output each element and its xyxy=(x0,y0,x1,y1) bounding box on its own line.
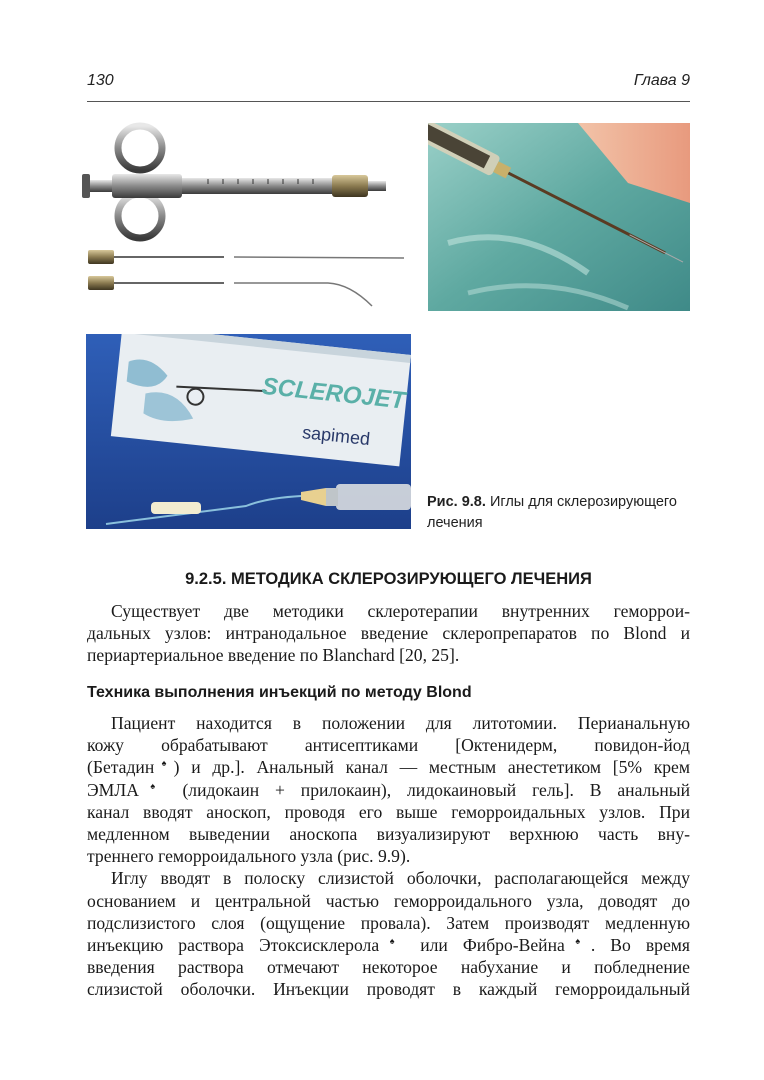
text-line: треннего геморроидального узла (рис. 9.9). xyxy=(87,846,411,867)
text-segment: ) и др.]. Анальный канал — местным анестетиком [5% крем xyxy=(173,757,691,778)
text-line xyxy=(87,934,690,956)
text-line: дальных узлов: интранодальное введение склеропрепаратов по Blond и xyxy=(87,623,690,644)
subheading: Техника выполнения инъекций по методу Blond xyxy=(87,684,472,701)
text-line xyxy=(87,779,690,801)
text-line: Существует две методики склеротерапии внутренних геморрои- xyxy=(111,601,690,621)
figure-caption-text: Иглы для склерозирующего лечения xyxy=(427,494,677,531)
intro-paragraph xyxy=(87,600,690,667)
text-line: слизистой оболочки. Инъекции проводят в каждый геморроидальный xyxy=(87,979,690,1000)
text-segment: ЭМЛА xyxy=(87,779,139,800)
text-segment: (лидокаин + прилокаин), лидокаиновый гель]. В анальный xyxy=(166,779,690,800)
text-line: периартериальное введение по Blanchard [20, 25]. xyxy=(87,645,460,666)
section-title: 9.2.5. МЕТОДИКА СКЛЕРОЗИРУЮЩЕГО ЛЕЧЕНИЯ xyxy=(185,570,592,588)
text-line: подслизистого слоя (ощущение провала). Затем производят медленную xyxy=(87,912,690,933)
text-segment: или Фибро-Вейна xyxy=(405,935,565,956)
text-line: Пациент находится в положении для литотомии. Перианальную xyxy=(111,713,690,733)
text-segment: инъекцию раствора Этоксисклерола xyxy=(87,935,380,956)
trademark-mark: ♠ xyxy=(154,758,174,769)
trademark-mark: ♠ xyxy=(138,780,167,791)
text-segment: . Во время xyxy=(590,935,691,956)
trademark-mark: ♠ xyxy=(564,936,591,947)
sclerojet-package-photo xyxy=(86,334,411,529)
paragraph-1 xyxy=(87,712,690,1001)
text-line: основанием и центральной частью геморроидального узла, доводят до xyxy=(87,890,690,911)
needle-on-drape-photo xyxy=(428,123,690,311)
trademark-mark: ♠ xyxy=(379,936,406,947)
package-maker-text: sapimed xyxy=(301,422,372,450)
text-line: Иглу вводят в полоску слизистой оболочки, располагающейся между xyxy=(111,868,690,889)
text-line xyxy=(87,756,690,778)
header-divider xyxy=(87,101,690,102)
page-number: 130 xyxy=(87,72,114,89)
chapter-title: Глава 9 xyxy=(633,72,690,89)
figure-label: Рис. 9.8. xyxy=(427,494,486,510)
figure-caption xyxy=(427,492,695,534)
text-line: канал вводят аноскоп, проводя его выше геморроидальных узлов. При xyxy=(87,801,690,822)
package-brand-text: SCLEROJET xyxy=(260,372,407,415)
text-segment: (Бетадин xyxy=(87,757,155,778)
syringe-needles-photo xyxy=(78,118,408,313)
text-line: кожу обрабатывают антисептиками [Октенидерм, повидон-йод xyxy=(87,735,690,756)
text-line: введения раствора отмечают некоторое набухание и побледнение xyxy=(87,957,690,978)
text-line: медленном выведении аноскопа визуализируют верхнюю часть вну- xyxy=(87,824,690,845)
